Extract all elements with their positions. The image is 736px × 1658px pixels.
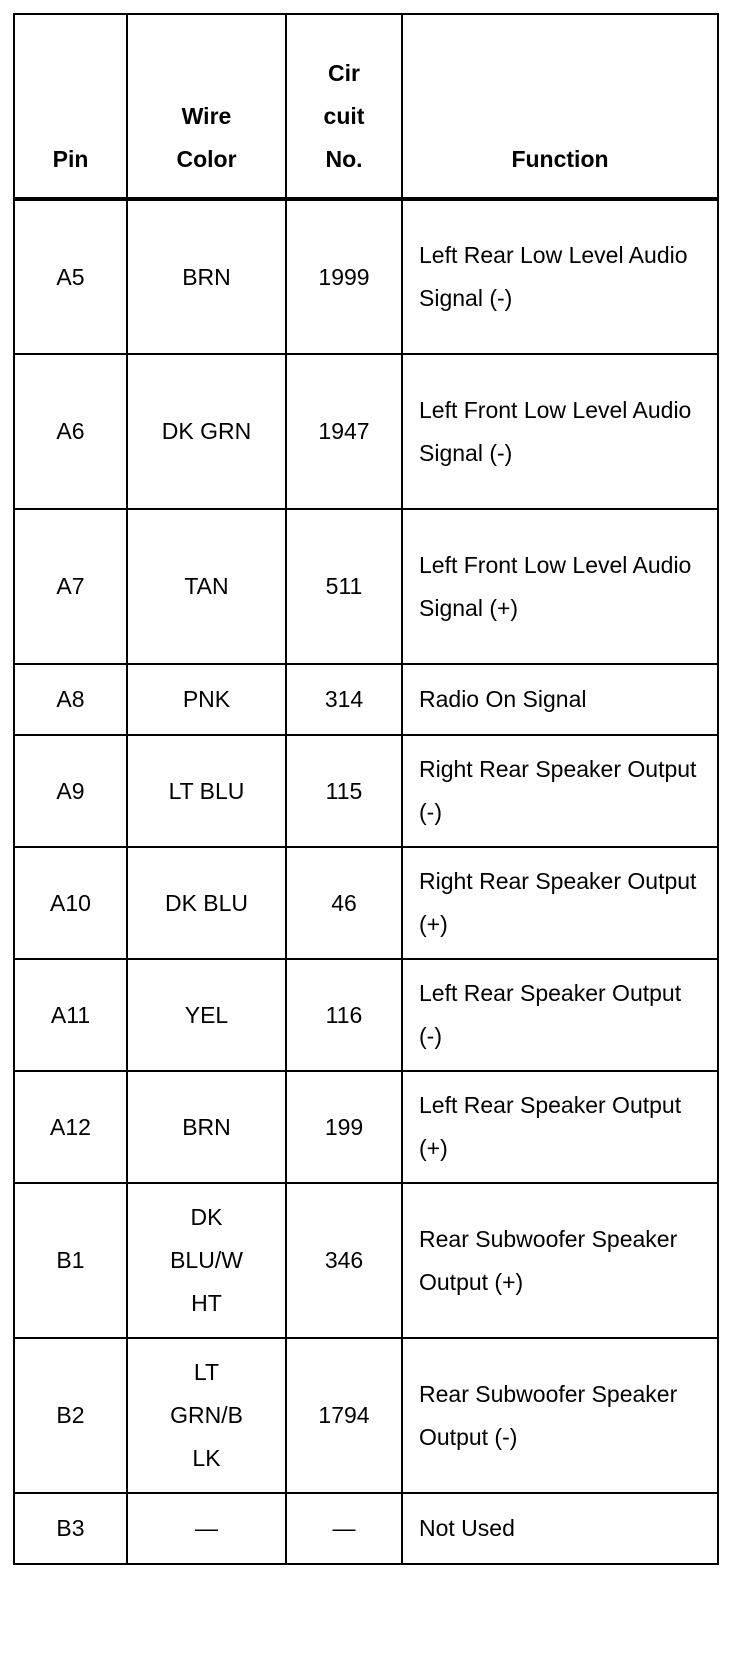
cell-wire-color <box>127 1183 286 1338</box>
cell-circuit: 511 <box>286 509 402 664</box>
cell-function: Left Front Low Level Audio Signal (+) <box>402 509 718 664</box>
cell-function: Rear Subwoofer Speaker Output (+) <box>402 1183 718 1338</box>
cell-wire-color: BRN <box>127 199 286 354</box>
cell-circuit: — <box>286 1493 402 1564</box>
table-body <box>14 199 718 1564</box>
cell-pin: A7 <box>14 509 127 664</box>
cell-function: Radio On Signal <box>402 664 718 735</box>
cell-wire-color: BRN <box>127 1071 286 1183</box>
table-row <box>14 1183 718 1338</box>
table-row <box>14 509 718 664</box>
wire-color-line-2: BLU/W <box>170 1247 243 1273</box>
cell-function: Left Rear Speaker Output (+) <box>402 1071 718 1183</box>
cell-pin: A6 <box>14 354 127 509</box>
cell-circuit: 115 <box>286 735 402 847</box>
cell-circuit: 199 <box>286 1071 402 1183</box>
cell-pin: A12 <box>14 1071 127 1183</box>
cell-circuit: 346 <box>286 1183 402 1338</box>
wire-color-line-1: LT <box>193 1359 220 1385</box>
header-pin <box>14 14 127 199</box>
cell-pin: A5 <box>14 199 127 354</box>
cell-function: Left Rear Low Level Audio Signal (-) <box>402 199 718 354</box>
wire-color-line-2: GRN/B <box>170 1402 243 1428</box>
header-row <box>14 14 718 199</box>
table-row <box>14 664 718 735</box>
cell-pin: A11 <box>14 959 127 1071</box>
wire-color-line-3: HT <box>191 1290 222 1316</box>
header-function <box>402 14 718 199</box>
header-circuit-no <box>286 14 402 199</box>
cell-circuit: 1794 <box>286 1338 402 1493</box>
cell-wire-color: DK BLU <box>127 847 286 959</box>
cell-pin: A9 <box>14 735 127 847</box>
table-row <box>14 354 718 509</box>
cell-wire-color <box>127 1338 286 1493</box>
cell-pin: B1 <box>14 1183 127 1338</box>
table-row <box>14 1071 718 1183</box>
cell-pin: B3 <box>14 1493 127 1564</box>
header-function-label: Function <box>511 146 609 172</box>
header-wire-color-label <box>176 95 236 181</box>
cell-circuit: 46 <box>286 847 402 959</box>
header-circuit-line-2: cuit <box>323 103 365 129</box>
cell-circuit: 1947 <box>286 354 402 509</box>
header-pin-label: Pin <box>52 146 89 172</box>
header-wire-color <box>127 14 286 199</box>
cell-wire-color: DK GRN <box>127 354 286 509</box>
cell-circuit: 116 <box>286 959 402 1071</box>
connector-pin-table-container <box>13 13 719 1565</box>
cell-wire-color: TAN <box>127 509 286 664</box>
cell-pin: A10 <box>14 847 127 959</box>
cell-circuit: 1999 <box>286 199 402 354</box>
header-circuit-no-label <box>324 52 365 181</box>
cell-pin: B2 <box>14 1338 127 1493</box>
cell-wire-color: YEL <box>127 959 286 1071</box>
table-row <box>14 959 718 1071</box>
cell-circuit: 314 <box>286 664 402 735</box>
table-row <box>14 199 718 354</box>
cell-function: Not Used <box>402 1493 718 1564</box>
cell-function: Right Rear Speaker Output (-) <box>402 735 718 847</box>
cell-wire-color: LT BLU <box>127 735 286 847</box>
table-row <box>14 847 718 959</box>
wire-color-line-1: DK <box>190 1204 223 1230</box>
cell-function: Left Rear Speaker Output (-) <box>402 959 718 1071</box>
table-row <box>14 1493 718 1564</box>
cell-function: Right Rear Speaker Output (+) <box>402 847 718 959</box>
cell-function: Left Front Low Level Audio Signal (-) <box>402 354 718 509</box>
header-wire-color-line-1: Wire <box>181 103 232 129</box>
table-header <box>14 14 718 199</box>
wire-color-line-3: LK <box>192 1445 221 1471</box>
cell-wire-color: PNK <box>127 664 286 735</box>
cell-pin: A8 <box>14 664 127 735</box>
cell-function: Rear Subwoofer Speaker Output (-) <box>402 1338 718 1493</box>
header-circuit-line-1: Cir <box>328 60 360 86</box>
connector-pin-table <box>13 13 719 1565</box>
header-wire-color-line-2: Color <box>176 146 237 172</box>
header-circuit-line-3: No. <box>325 146 363 172</box>
table-row <box>14 1338 718 1493</box>
table-row <box>14 735 718 847</box>
cell-wire-color: — <box>127 1493 286 1564</box>
